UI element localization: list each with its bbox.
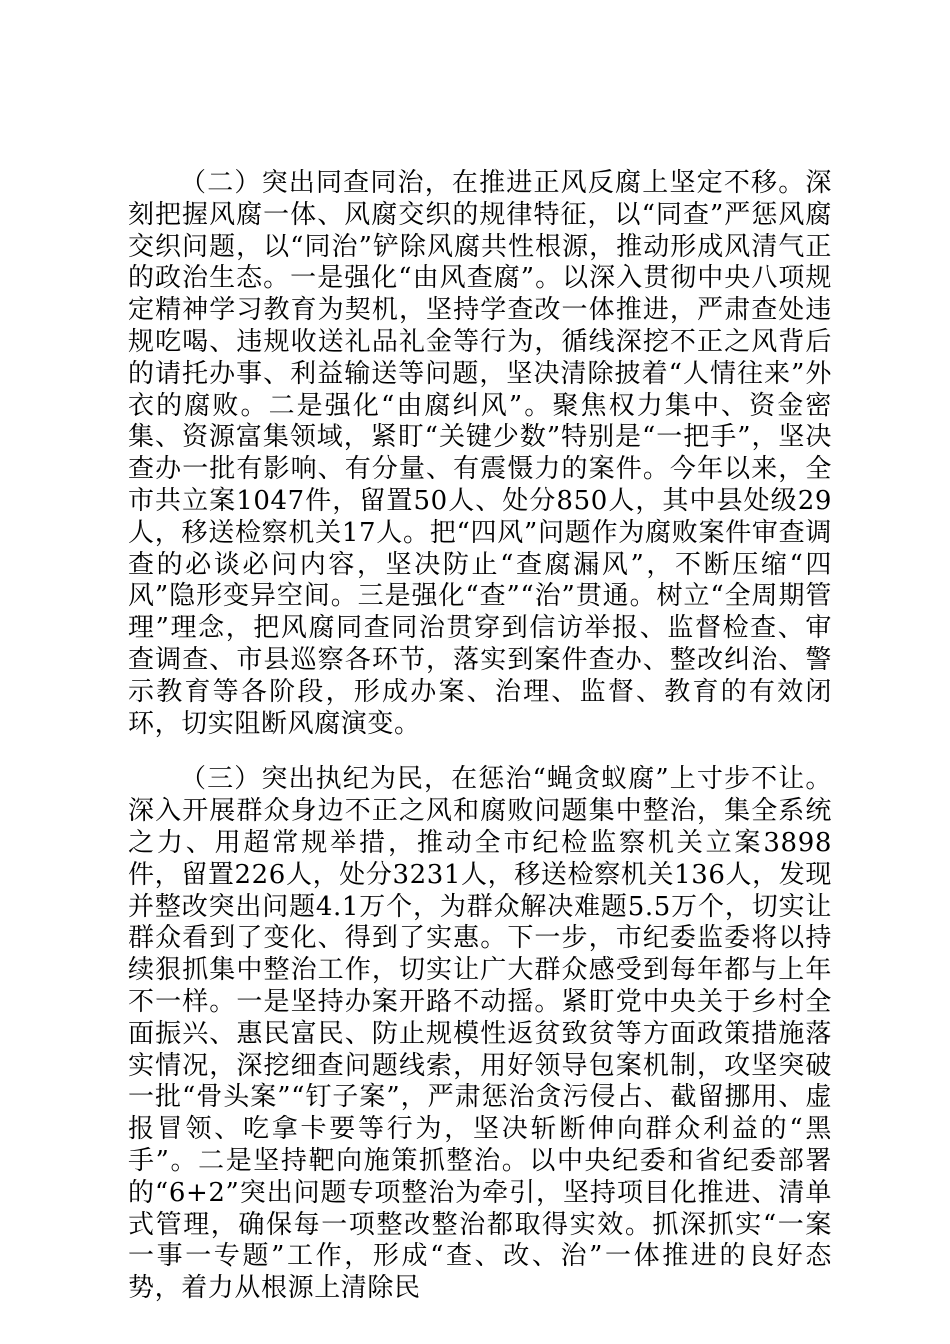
paragraph-section-3: （三）突出执纪为民，在惩治“蝇贪蚁腐”上寸步不让。深入开展群众身边不正之风和腐败问题集中整治，集全系统之力、用超常规举措，推动全市纪检监察机关立案3898件，留置226人，处分3231人，移送检察机关136人，发现并整改突出问题4.1万个，为群众解决难题5.5万个，切实让群众看到了变化、得到了实惠。下一步，市纪委监委将以持续狠抓集中整治工作，切实让广大群众感受到每年都与上年不一样。一是坚持办案开路不动摇。紧盯党中央关于乡村全面振兴、惠民富民、防止规模性返贫致贫等方面政策措施落实情况，深挖细查问题线索，用好领导包案机制，攻坚突破一批“骨头案”“钉子案”，严肃惩治贪污侵占、截留挪用、虚报冒领、吃拿卡要等行为，坚决斩断伸向群众利益的“黑手”。二是坚持靶向施策抓整治。以中央纪委和省纪委部署的“6+2”突出问题专项整治为牵引，坚持项目化推进、清单式管理，确保每一项整改整治都取得实效。抓深抓实“一案一事一专题”工作，形成“查、改、治”一体推进的良好态势，着力从根源上清除民 (128, 764, 832, 1304)
document-body (128, 168, 832, 1305)
paragraph-section-2: （二）突出同查同治，在推进正风反腐上坚定不移。深刻把握风腐一体、风腐交织的规律特征，以“同查”严惩风腐交织问题，以“同治”铲除风腐共性根源，推动形成风清气正的政治生态。一是强化“由风查腐”。以深入贯彻中央八项规定精神学习教育为契机，坚持学查改一体推进，严肃查处违规吃喝、违规收送礼品礼金等行为，循线深挖不正之风背后的请托办事、利益输送等问题，坚决清除披着“人情往来”外衣的腐败。二是强化“由腐纠风”。聚焦权力集中、资金密集、资源富集领域，紧盯“关键少数”特别是“一把手”，坚决查办一批有影响、有分量、有震慑力的案件。今年以来，全市共立案1047件，留置50人、处分850人，其中县处级29人，移送检察机关17人。把“四风”问题作为腐败案件审查调查的必谈必问内容，坚决防止“查腐漏风”，不断压缩“四风”隐形变异空间。三是强化“查”“治”贯通。树立“全周期管理”理念，把风腐同查同治贯穿到信访举报、监督检查、审查调查、市县巡察各环节，落实到案件查办、整改纠治、警示教育等各阶段，形成办案、治理、监督、教育的有效闭环，切实阻断风腐演变。 (128, 168, 832, 739)
